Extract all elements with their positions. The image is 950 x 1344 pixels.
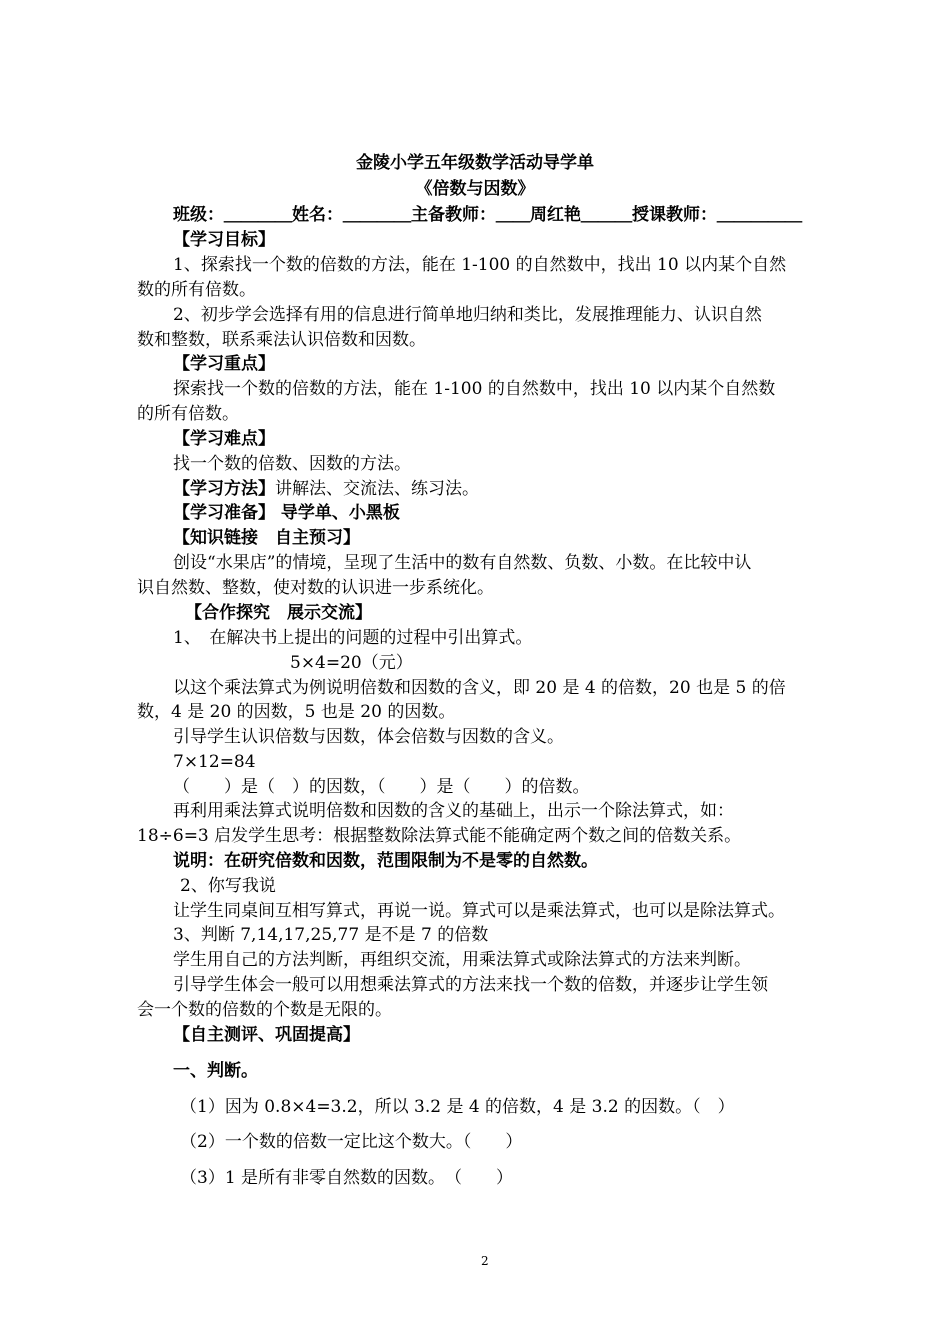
goal1-line2: 数的所有倍数。	[137, 280, 256, 300]
method-text: 讲解法、交流法、练习法。	[275, 479, 479, 499]
link-line1: 创设“水果店”的情境，呈现了生活中的数有自然数、负数、小数。在比较中认	[173, 553, 752, 573]
goal2-line2: 数和整数，联系乘法认识倍数和因数。	[137, 330, 426, 350]
judge-item-3: （3）1 是所有非零自然数的因数。 （ ）	[180, 1168, 514, 1188]
division-line2: 18÷6=3 启发学生思考：根据整数除法算式能不能确定两个数之间的倍数关系。	[137, 826, 742, 846]
key-line1: 探索找一个数的倍数的方法，能在 1-100 的自然数中，找出 10 以内某个自然数	[173, 379, 776, 399]
note-line: 说明：在研究倍数和因数，范围限制为不是零的自然数。	[173, 851, 598, 871]
link-line2: 识自然数、整数，使对数的认识进一步系统化。	[137, 578, 494, 598]
difficulty-heading: 【学习难点】	[173, 429, 275, 449]
method-heading: 【学习方法】	[173, 479, 275, 499]
formula1: 5×4=20（元）	[290, 653, 413, 673]
page-number: 2	[481, 1254, 489, 1268]
link-heading: 【知识链接 自主预习】	[173, 528, 360, 548]
goals-heading: 【学习目标】	[173, 230, 275, 250]
item2-text: 让学生同桌间互相写算式，再说一说。算式可以是乘法算式，也可以是除法算式。	[173, 901, 785, 921]
explain-line1: 以这个乘法算式为例说明倍数和因数的含义，即 20 是 4 的倍数，20 也是 5 的倍	[173, 678, 786, 698]
judge-item-1: （1）因为 0.8×4=3.2，所以 3.2 是 4 的倍数，4 是 3.2 的因数。（ ）	[180, 1097, 735, 1117]
prep-line: 【学习准备】 导学单、小黑板	[173, 503, 400, 523]
judge-item-2: （2）一个数的倍数一定比这个数大。（ ）	[180, 1132, 523, 1152]
explain-line2: 数，4 是 20 的因数，5 也是 20 的因数。	[137, 702, 456, 722]
document-subtitle: 《倍数与因数》	[415, 179, 535, 199]
info-line: 班级：＿＿＿＿姓名：＿＿＿＿主备教师：＿＿周红艳＿＿＿授课教师：＿＿＿＿＿	[173, 205, 802, 225]
key-heading: 【学习重点】	[173, 354, 275, 374]
item2-heading: 2、你写我说	[180, 876, 276, 896]
difficulty-text: 找一个数的倍数、因数的方法。	[173, 454, 411, 474]
test-heading: 【自主测评、巩固提高】	[173, 1025, 360, 1045]
blank-line: （ ）是（ ）的因数，（ ）是（ ）的倍数。	[173, 777, 590, 797]
goal2-line1: 2、初步学会选择有用的信息进行简单地归纳和类比，发展推理能力、认识自然	[173, 305, 762, 325]
document-title: 金陵小学五年级数学活动导学单	[356, 153, 594, 173]
guide2-line1: 引导学生体会一般可以用想乘法算式的方法来找一个数的倍数，并逐步让学生领	[173, 975, 768, 995]
item3-heading: 3、判断 7,14,17,25,77 是不是 7 的倍数	[173, 925, 489, 945]
key-line2: 的所有倍数。	[137, 404, 239, 424]
method-line	[173, 478, 479, 500]
division-line1: 再利用乘法算式说明倍数和因数的含义的基础上，出示一个除法算式，如：	[173, 801, 734, 821]
judge-heading: 一、判断。	[173, 1061, 258, 1081]
item3-text: 学生用自己的方法判断，再组织交流，用乘法算式或除法算式的方法来判断。	[173, 950, 751, 970]
explore-heading: 【合作探究 展示交流】	[185, 603, 372, 623]
formula2: 7×12=84	[173, 752, 256, 772]
explore-item1: 1、 在解决书上提出的问题的过程中引出算式。	[173, 628, 533, 648]
guide1: 引导学生认识倍数与因数，体会倍数与因数的含义。	[173, 727, 564, 747]
guide2-line2: 会一个数的倍数的个数是无限的。	[137, 1000, 392, 1020]
goal1-line1: 1、探索找一个数的倍数的方法，能在 1-100 的自然数中，找出 10 以内某个自然	[173, 255, 787, 275]
